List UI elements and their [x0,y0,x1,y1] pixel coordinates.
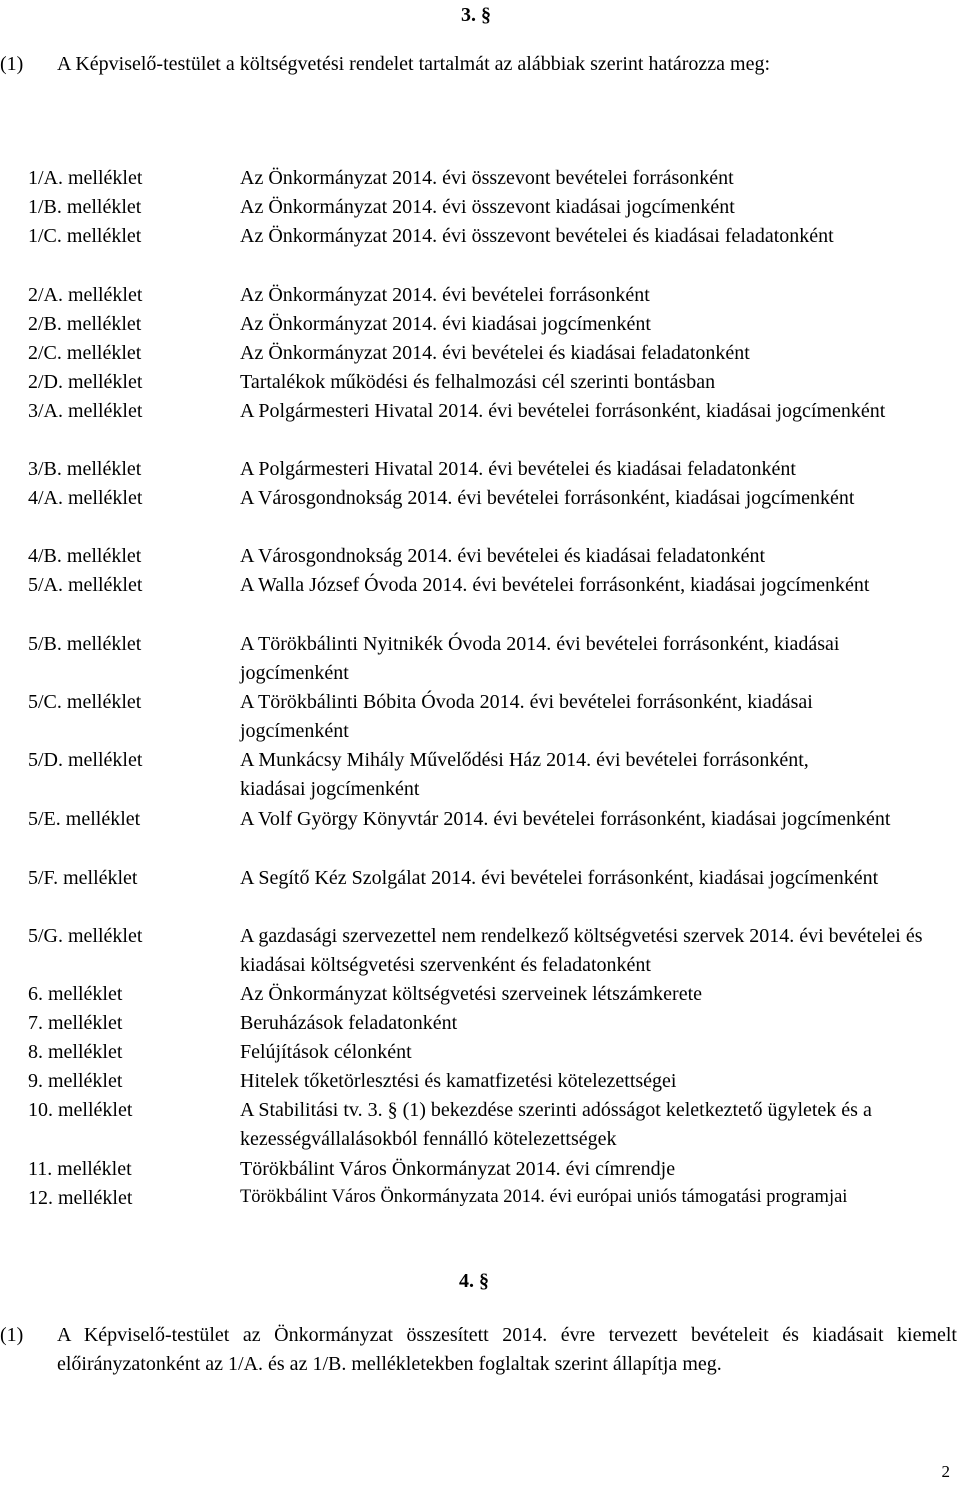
annex-label: 8. melléklet [28,1041,123,1063]
annex-description: Az Önkormányzat 2014. évi kiadásai jogcímenként [240,313,651,335]
section-3-heading: 3. § [461,4,491,26]
annex-description: A Segítő Kéz Szolgálat 2014. évi bevételei forrásonként, kiadásai jogcímenként [240,867,879,889]
annex-description: A Törökbálinti Nyitnikék Óvoda 2014. évi bevételei forrásonként, kiadásai jogcímenként [240,633,840,684]
annex-label: 1/A. melléklet [28,167,143,189]
annex-description: A Városgondnokság 2014. évi bevételei forrásonként, kiadásai jogcímenként [240,487,855,509]
annex-label: 5/G. melléklet [28,925,143,947]
annex-label: 3/B. melléklet [28,458,142,480]
paragraph-text: A Képviselő-testület az Önkormányzat összesített 2014. évre tervezett bevételeit és kiadásait kiemelt előirányzatonként az 1/A. és az 1/B. mellékletekben foglaltak szerint állapítja meg. [57,1324,957,1375]
section-4-heading: 4. § [459,1270,489,1292]
annex-label: 5/F. melléklet [28,867,138,889]
paragraph-number: (1) [0,53,24,75]
annex-label: 12. melléklet [28,1187,133,1209]
annex-description: Törökbálint Város Önkormányzata 2014. évi európai uniós támogatási programjai [240,1187,848,1207]
annex-label: 5/B. melléklet [28,633,142,655]
section-3-paragraph [0,50,957,79]
annex-description: A Törökbálinti Bóbita Óvoda 2014. évi bevételei forrásonként, kiadásai jogcímenként [240,691,813,742]
annex-label: 5/A. melléklet [28,574,143,596]
annex-description: Az Önkormányzat 2014. évi bevételei forrásonként [240,284,650,306]
annex-label: 1/B. melléklet [28,196,142,218]
annex-description: Beruházások feladatonként [240,1012,458,1034]
annex-label: 6. melléklet [28,983,123,1005]
annex-description: A Walla József Óvoda 2014. évi bevételei forrásonként, kiadásai jogcímenként [240,574,870,596]
annex-description: A Volf György Könyvtár 2014. évi bevételei forrásonként, kiadásai jogcímenként [240,808,891,830]
annex-label: 3/A. melléklet [28,400,143,422]
annex-label: 7. melléklet [28,1012,123,1034]
annex-description: A Munkácsy Mihály Művelődési Ház 2014. évi bevételei forrásonként, kiadásai jogcímenként [240,749,809,800]
annex-label: 2/A. melléklet [28,284,143,306]
annex-label: 2/C. melléklet [28,342,142,364]
annex-label: 1/C. melléklet [28,225,142,247]
annex-description: A Stabilitási tv. 3. § (1) bekezdése szerinti adósságot keletkeztető ügyletek és a kezességvállalásokból fennálló kötelezettségek [240,1099,872,1150]
annex-label: 4/A. melléklet [28,487,143,509]
annex-label: 11. melléklet [28,1158,132,1180]
annex-description: Az Önkormányzat 2014. évi összevont bevételei forrásonként [240,167,734,189]
annex-description: Hitelek tőketörlesztési és kamatfizetési kötelezettségei [240,1070,677,1092]
paragraph-number: (1) [0,1324,24,1346]
annex-description: A Polgármesteri Hivatal 2014. évi bevételei és kiadásai feladatonként [240,458,796,480]
paragraph-text: A Képviselő-testület a költségvetési rendelet tartalmát az alábbiak szerint határozza meg: [57,53,771,75]
section-4-paragraph [0,1321,957,1379]
annex-description: Törökbálint Város Önkormányzat 2014. évi címrendje [240,1158,676,1180]
annex-description: Tartalékok működési és felhalmozási cél szerinti bontásban [240,371,716,393]
annex-label: 5/C. melléklet [28,691,142,713]
annex-description: A Polgármesteri Hivatal 2014. évi bevételei forrásonként, kiadásai jogcímenként [240,400,886,422]
annex-label: 5/D. melléklet [28,749,143,771]
annex-description: Az Önkormányzat költségvetési szerveinek létszámkerete [240,983,703,1005]
annex-label: 2/D. melléklet [28,371,143,393]
annex-label: 10. melléklet [28,1099,133,1121]
annex-description: Az Önkormányzat 2014. évi bevételei és kiadásai feladatonként [240,342,750,364]
annex-label: 2/B. melléklet [28,313,142,335]
annex-label: 4/B. melléklet [28,545,142,567]
annex-description: Az Önkormányzat 2014. évi összevont kiadásai jogcímenként [240,196,735,218]
annex-description: Felújítások célonként [240,1041,412,1063]
annex-description: A Városgondnokság 2014. évi bevételei és kiadásai feladatonként [240,545,766,567]
annex-description: Az Önkormányzat 2014. évi összevont bevételei és kiadásai feladatonként [240,225,834,247]
annex-description: A gazdasági szervezettel nem rendelkező költségvetési szervek 2014. évi bevételei és kiadásai költségvetési szervenként és feladatonként [240,925,923,976]
page-number: 2 [941,1462,950,1481]
annex-label: 9. melléklet [28,1070,123,1092]
annex-label: 5/E. melléklet [28,808,141,830]
